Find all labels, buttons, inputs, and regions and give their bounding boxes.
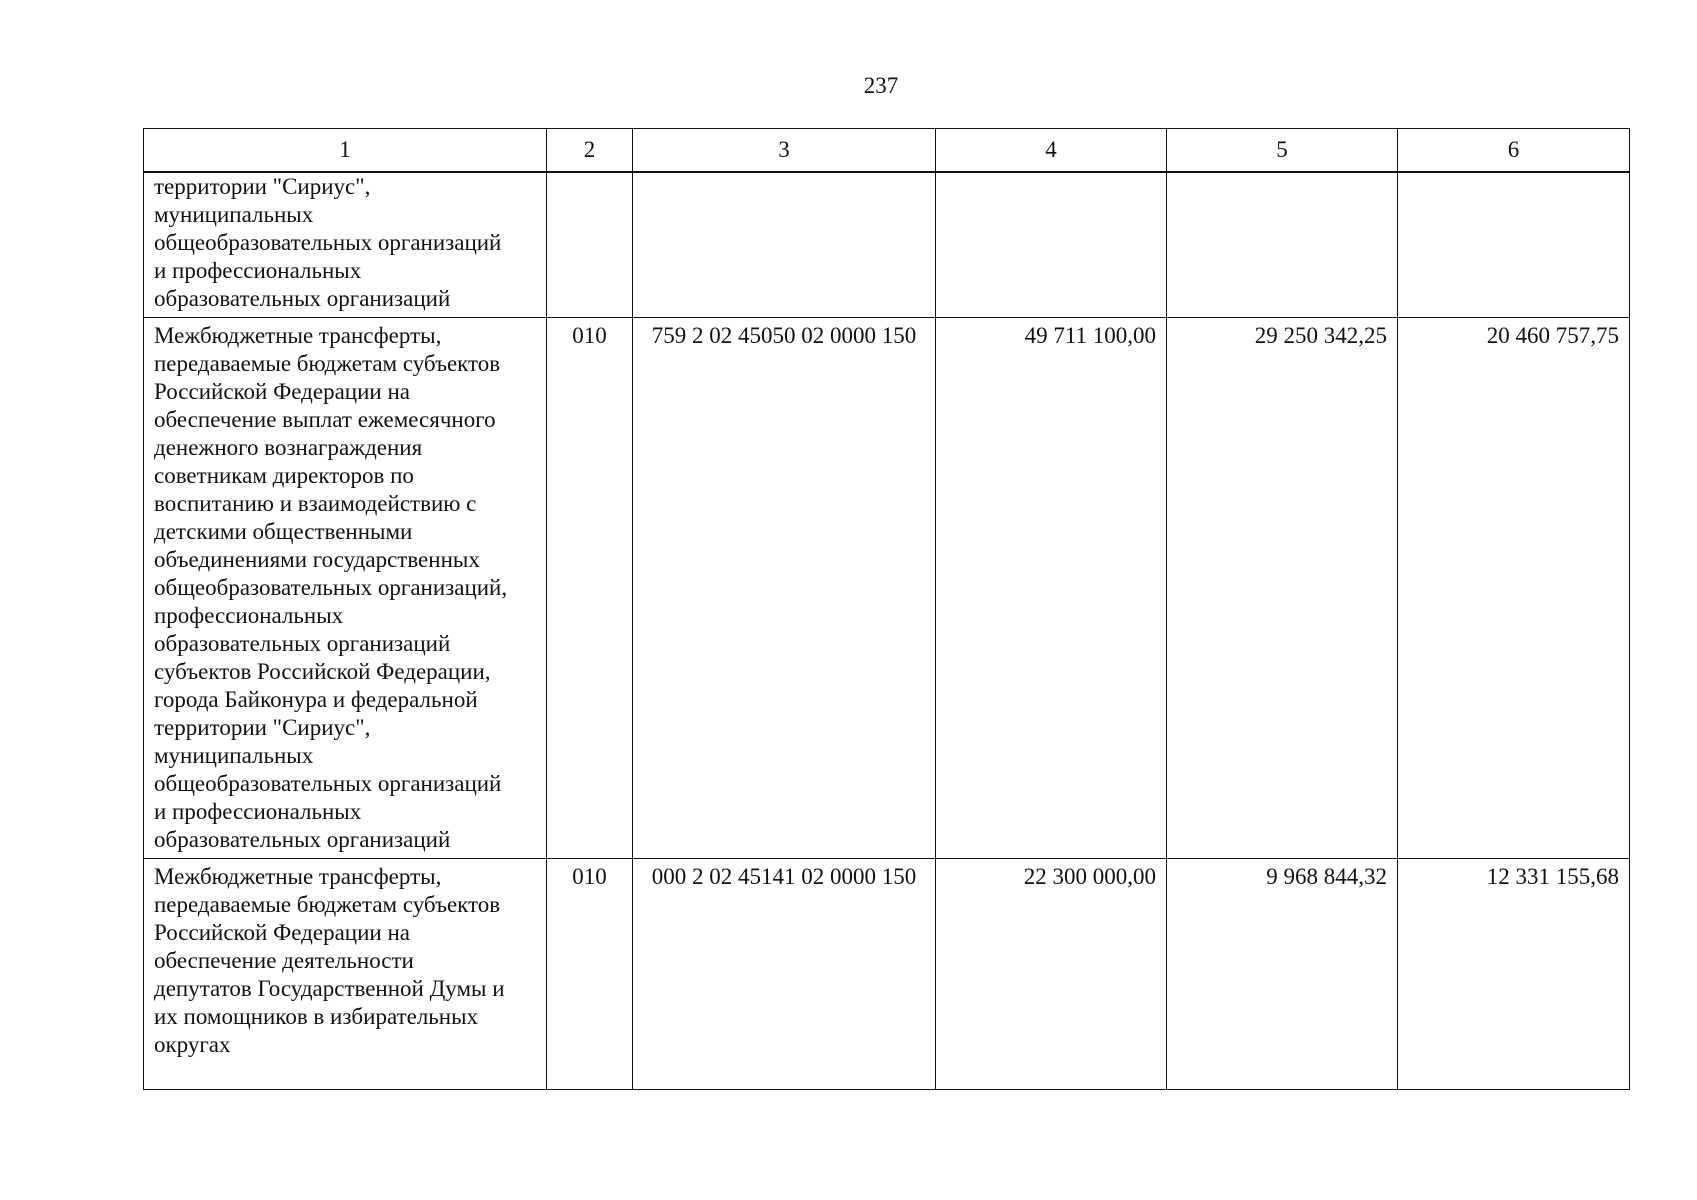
row-name: Межбюджетные трансферты, передаваемые бюджетам субъектов Российской Федерации на обеспечение выплат ежемесячного денежного вознаграждения советникам директоров по воспитанию и взаимодействию с детскими общественными объединениями государственных общеобразовательных организаций, профессиональных образовательных организаций субъектов Российской Федерации, города Байконура и федеральной территории "Сириус", муниципальных общеобразовательных организаций и профессиональных образовательных организаций [144, 318, 547, 859]
page-number: 237 [863, 73, 899, 98]
row-executed [1167, 172, 1398, 318]
row-name: территории "Сириус", муниципальных общеобразовательных организаций и профессиональных образовательных организаций [144, 172, 547, 318]
row-name: Межбюджетные трансферты, передаваемые бюджетам субъектов Российской Федерации на обеспечение деятельности депутатов Государственной Думы и их помощников в избирательных округах [144, 859, 547, 1090]
table-row [144, 318, 1630, 859]
row-code [547, 172, 633, 318]
column-header-3: 3 [633, 129, 936, 173]
table-row [144, 172, 1630, 318]
row-executed: 29 250 342,25 [1167, 318, 1398, 859]
table-body [144, 172, 1630, 1090]
row-unexecuted [1398, 172, 1630, 318]
row-kbk: 759 2 02 45050 02 0000 150 [633, 318, 936, 859]
row-unexecuted: 12 331 155,68 [1398, 859, 1630, 1090]
row-unexecuted: 20 460 757,75 [1398, 318, 1630, 859]
row-kbk [633, 172, 936, 318]
table-row [144, 859, 1630, 1090]
row-approved: 22 300 000,00 [936, 859, 1167, 1090]
row-executed: 9 968 844,32 [1167, 859, 1398, 1090]
column-header-6: 6 [1398, 129, 1630, 173]
header-row [144, 129, 1630, 173]
row-code: 010 [547, 318, 633, 859]
row-code: 010 [547, 859, 633, 1090]
column-header-4: 4 [936, 129, 1167, 173]
budget-table [143, 128, 1630, 1090]
row-approved: 49 711 100,00 [936, 318, 1167, 859]
column-header-2: 2 [547, 129, 633, 173]
table-header [144, 129, 1630, 173]
column-header-5: 5 [1167, 129, 1398, 173]
row-kbk: 000 2 02 45141 02 0000 150 [633, 859, 936, 1090]
column-header-1: 1 [144, 129, 547, 173]
row-approved [936, 172, 1167, 318]
